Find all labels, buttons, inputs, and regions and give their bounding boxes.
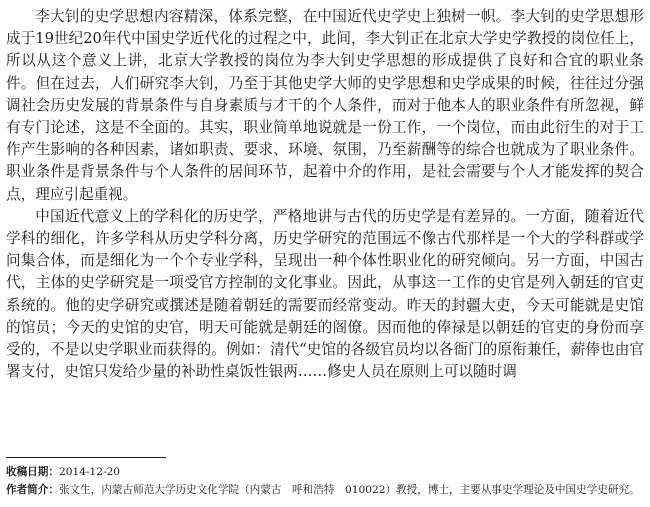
author-bio-text: 张文生，内蒙古师范大学历史文化学院（内蒙古 呼和浩特 010022）教授，博士，主要从事史学理论及中国史学史研究。 xyxy=(58,484,640,496)
footnotes xyxy=(6,463,646,499)
paragraph-1: 李大钊的史学思想内容精深，体系完整，在中国近代史学史上独树一帜。李大钊的史学思想形成于19世纪20年代中国史学近代化的过程之中，此间，李大钊正在北京大学史学教授的岗位任上，所以从这个意义上讲，北京大学教授的岗位为李大钊史学思想的形成提供了良好和合宜的职业条件。但在过去，人们研究李大钊，乃至于其他史学大师的史学思想和史学成果的时候，往往过分强调社会历史发展的背景条件与自身素质与才干的个人条件，而对于他本人的职业条件有所忽视，鲜有专门论述，这是不全面的。其实，职业简单地说就是一份工作，一个岗位，而由此衍生的对于工作产生影响的各种因素，诸如职责、要求、环境、氛围，乃至薪酬等的综合也就成为了职业条件。职业条件是背景条件与个人条件的居间环节，起着中介的作用，是社会需要与个人才能发挥的契合点，理应引起重视。 xyxy=(6,8,644,203)
received-date-value: 2014-12-20 xyxy=(58,466,121,478)
received-date-label: 收稿日期： xyxy=(6,466,59,478)
received-date-line xyxy=(6,463,646,481)
paragraph-2: 中国近代意义上的学科化的历史学，严格地讲与古代的历史学是有差异的。一方面，随着近代学科的细化，许多学科从历史学科分离，历史学研究的范围远不像古代那样是一个大的学科群或学问集合体，而是细化为一个个专业学科，呈现出一种个体性职业化的研究倾向。另一方面，中国古代，主体的史学研究是一项受官方控制的文化事业。因此，从事这一工作的史官是列入朝廷的官吏系统的。他的史学研究或撰述是随着朝廷的需要而经常变动。昨天的封疆大吏，今天可能就是史馆的馆员；今天的史馆的史官，明天可能就是朝廷的阁僚。因而他的俸禄是以朝廷的官吏的身份而享受的，不是以史学职业而获得的。例如：清代“史馆的各级官员均以各衙门的原衔兼任，薪俸也由官署支付，史馆只发给少量的补助性桌饭性银两……修史人员在原则上可以随时调 xyxy=(6,207,644,381)
author-bio-label: 作者简介： xyxy=(6,484,59,496)
article-body xyxy=(6,6,644,383)
footnote-divider xyxy=(6,457,166,458)
author-bio-line xyxy=(6,481,646,499)
